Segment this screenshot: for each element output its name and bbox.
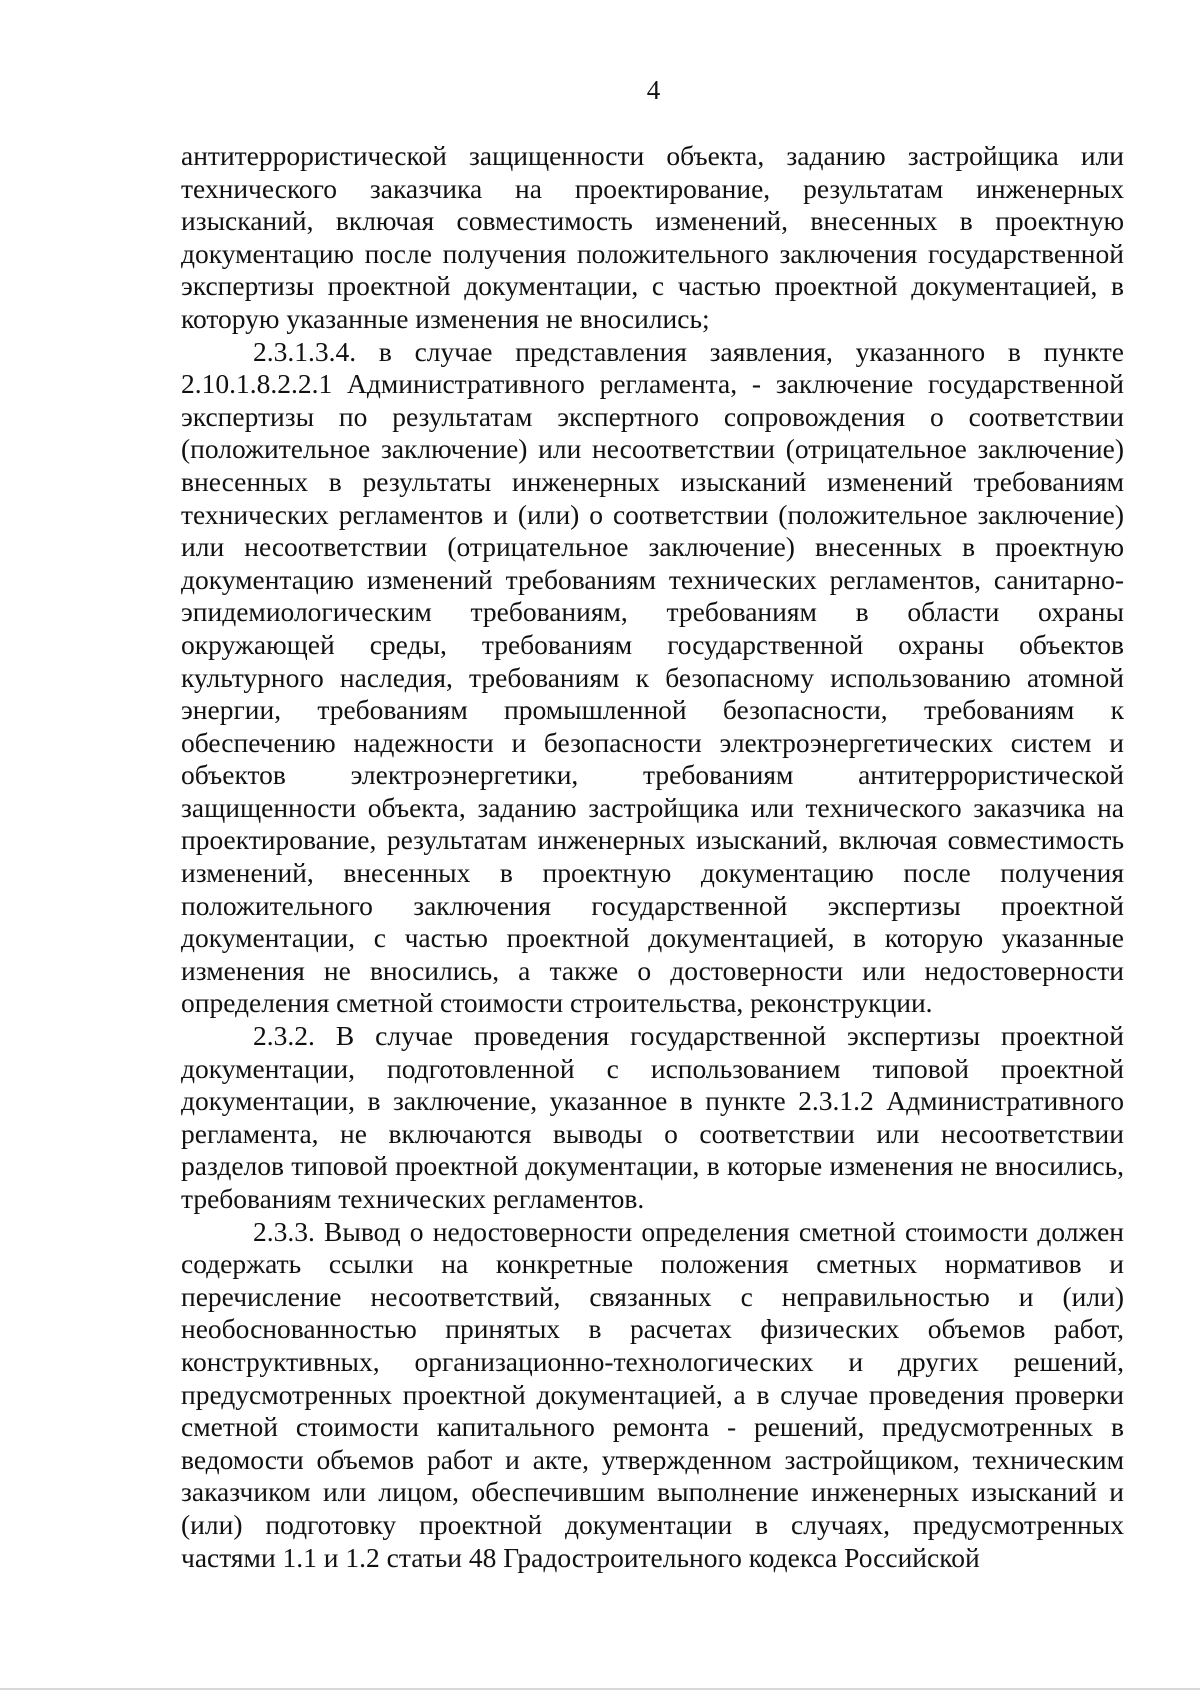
paragraph-continuation: антитеррористической защищенности объекта, заданию застройщика или технического заказчика на проектирование, результатам инженерных изысканий, включая совместимость изменений, внесенных в проектную документацию после получения положительного заключения государственной экспертизы проектной документации, с частью проектной документацией, в которую указанные изменения не вносились; — [181, 140, 1124, 334]
page-bottom-edge — [0, 1688, 1200, 1690]
page-number: 4 — [646, 75, 661, 105]
paragraph-2-3-1-3-4: 2.3.1.3.4. в случае представления заявления, указанного в пункте 2.10.1.8.2.2.1 Административного регламента, - заключение государственной экспертизы по результатам экспертного сопровождения о соответствии (положительное заключение) или несоответствии (отрицательное заключение) внесенных в результаты инженерных изысканий изменений требованиям технических регламентов и (или) о соответствии (положительное заключение) или несоответствии (отрицательное заключение) внесенных в проектную документацию изменений требованиям технических регламентов, санитарно-эпидемиологическим требованиям, требованиям в области охраны окружающей среды, требованиям государственной охраны объектов культурного наследия, требованиям к безопасному использованию атомной энергии, требованиям промышленной безопасности, требованиям к обеспечению надежности и безопасности электроэнергетических систем и объектов электроэнергетики, требованиям антитеррористической защищенности объекта, заданию застройщика или технического заказчика на проектирование, результатам инженерных изысканий, включая совместимость изменений, внесенных в проектную документацию после получения положительного заключения государственной экспертизы проектной документации, с частью проектной документацией, в которую указанные изменения не вносились, а также о достоверности или недостоверности определения сметной стоимости строительства, реконструкции. — [181, 335, 1124, 1019]
paragraph-2-3-2: 2.3.2. В случае проведения государственной экспертизы проектной документации, подготовленной с использованием типовой проектной документации, в заключение, указанное в пункте 2.3.1.2 Административного регламента, не включаются выводы о соответствии или несоответствии разделов типовой проектной документации, в которые изменения не вносились, требованиям технических регламентов. — [181, 1020, 1124, 1214]
document-body — [181, 140, 1124, 1574]
paragraph-2-3-3: 2.3.3. Вывод о недостоверности определения сметной стоимости должен содержать ссылки на конкретные положения сметных нормативов и перечисление несоответствий, связанных с неправильностью и (или) необоснованностью принятых в расчетах физических объемов работ, конструктивных, организационно-технологических и других решений, предусмотренных проектной документацией, а в случае проведения проверки сметной стоимости капитального ремонта - решений, предусмотренных в ведомости объемов работ и акте, утвержденном застройщиком, техническим заказчиком или лицом, обеспечившим выполнение инженерных изысканий и (или) подготовку проектной документации в случаях, предусмотренных частями 1.1 и 1.2 статьи 48 Градостроительного кодекса Российской — [181, 1215, 1124, 1573]
